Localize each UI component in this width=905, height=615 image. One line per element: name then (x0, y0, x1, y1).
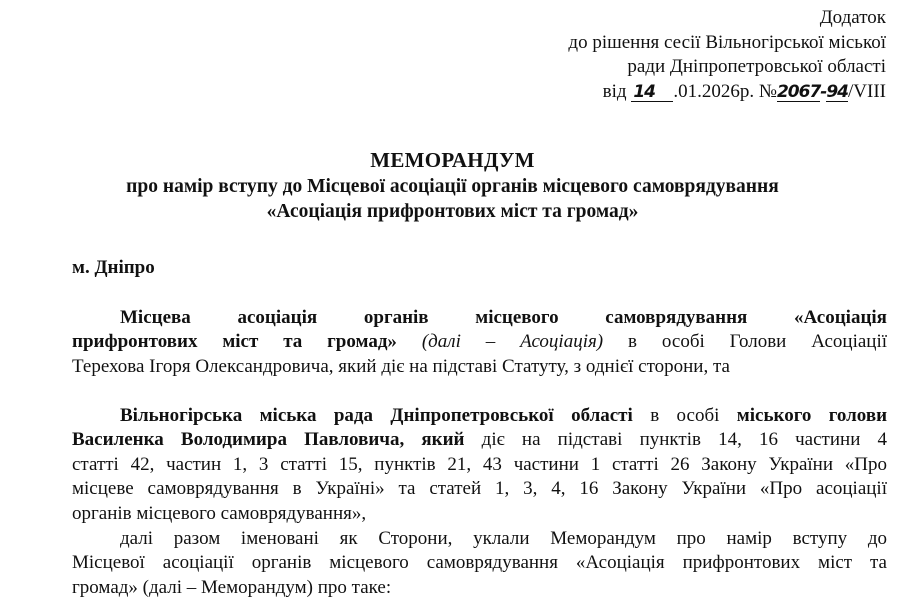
p2-line-5: органів місцевого самоврядування», (72, 502, 367, 524)
title-sub-1: про намір вступу до Місцевої асоціації органів місцевого самоврядування (126, 175, 779, 197)
appendix-label: Додаток (819, 7, 886, 28)
p2-line-4: місцеве самоврядування в Україні» та статей 1, 3, 4, 16 Закону України «Про асоціації (72, 478, 887, 500)
handwritten-number-2: 94 (826, 81, 849, 102)
paragraph-association (72, 306, 887, 379)
p3-line-1: далі разом іменовані як Сторони, уклали Меморандум про намір вступу до (120, 528, 887, 549)
decision-reference: до рішення сесії Вільногірської міської (568, 31, 886, 53)
handwritten-number-1: 2067 (776, 81, 821, 102)
place-of-signing: м. Дніпро (72, 257, 155, 278)
paragraph-council (72, 404, 887, 526)
handwritten-day: 14 (631, 83, 673, 102)
p1-line-2: прифронтових міст та громад» (далі – Асоціація) в особі Голови Асоціації (72, 331, 888, 353)
paragraph-parties (72, 527, 887, 600)
appendix-header (466, 6, 886, 104)
p3-line-2: Місцевої асоціації органів місцевого самоврядування «Асоціація прифронтових міст та (72, 552, 887, 574)
p2-line-2: Василенка Володимира Павловича, який діє на підставі пунктів 14, 16 частини 4 (72, 429, 888, 451)
p1-line-3: Терехова Ігоря Олександровича, який діє на підставі Статуту, з однієї сторони, та (72, 355, 730, 377)
p2-line-3: статті 42, частин 1, 3 статті 15, пунктів 21, 43 частини 1 статті 26 Закону України «Про (72, 453, 887, 475)
decision-date-number: від 14 .01.2026р. №2067-94/VIII (602, 80, 886, 102)
p2-line-1: Вільногірська міська рада Дніпропетровської області в особі міського голови (120, 405, 888, 426)
title-main: МЕМОРАНДУМ (370, 148, 535, 172)
council-region: ради Дніпропетровської області (627, 56, 886, 78)
p1-line-1: Місцева асоціація органів місцевого самоврядування «Асоціація (120, 307, 887, 328)
title-sub-2: «Асоціація прифронтових міст та громад» (266, 201, 639, 222)
document-title (0, 148, 905, 225)
p3-line-3: громад» (далі – Меморандум) про таке: (72, 576, 392, 598)
